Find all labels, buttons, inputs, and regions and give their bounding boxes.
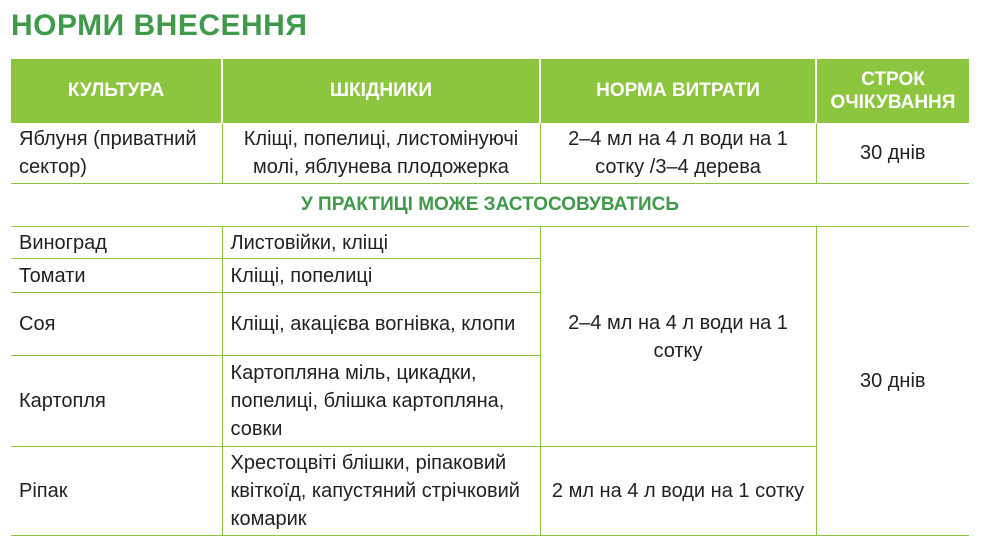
- cell-waiting-period: 30 днів: [816, 227, 969, 536]
- page-title: НОРМИ ВНЕСЕННЯ: [11, 9, 308, 42]
- cell-rate: 2 мл на 4 л води на 1 сотку: [540, 447, 816, 536]
- cell-culture: Яблуня (приватний сектор): [11, 123, 222, 184]
- table-row: [11, 123, 969, 184]
- header-waiting-period: СТРОК ОЧІКУВАННЯ: [816, 59, 969, 123]
- cell-rate: 2–4 мл на 4 л води на 1 сотку /3–4 дерева: [540, 123, 816, 184]
- cell-pests: Кліщі, акацієва вогнівка, клопи: [222, 293, 540, 356]
- cell-culture: Виноград: [11, 227, 222, 259]
- cell-pests: Картопляна міль, цикадки, попелиці, блішка картопляна, совки: [222, 356, 540, 447]
- cell-culture: Картопля: [11, 356, 222, 447]
- cell-pests: Листовійки, кліщі: [222, 227, 540, 259]
- cell-pests: Кліщі, попелиці, листомінуючі молі, яблунева плодожерка: [222, 123, 540, 184]
- cell-culture: Соя: [11, 293, 222, 356]
- section-row: [11, 184, 969, 227]
- cell-pests: Хрестоцвіті блішки, ріпаковий квіткоїд, капустяний стрічковий комарик: [222, 447, 540, 536]
- cell-rate: 2–4 мл на 4 л води на 1 сотку: [540, 227, 816, 447]
- table-row: [11, 227, 969, 259]
- header-culture: КУЛЬТУРА: [11, 59, 222, 123]
- cell-pests: Кліщі, попелиці: [222, 259, 540, 293]
- header-pests: ШКІДНИКИ: [222, 59, 540, 123]
- cell-culture: Томати: [11, 259, 222, 293]
- section-title: У ПРАКТИЦІ МОЖЕ ЗАСТОСОВУВАТИСЬ: [11, 184, 969, 227]
- application-rates-table: [11, 59, 969, 536]
- cell-culture: Ріпак: [11, 447, 222, 536]
- cell-waiting-period: 30 днів: [816, 123, 969, 184]
- table-header-row: [11, 59, 969, 123]
- header-rate: НОРМА ВИТРАТИ: [540, 59, 816, 123]
